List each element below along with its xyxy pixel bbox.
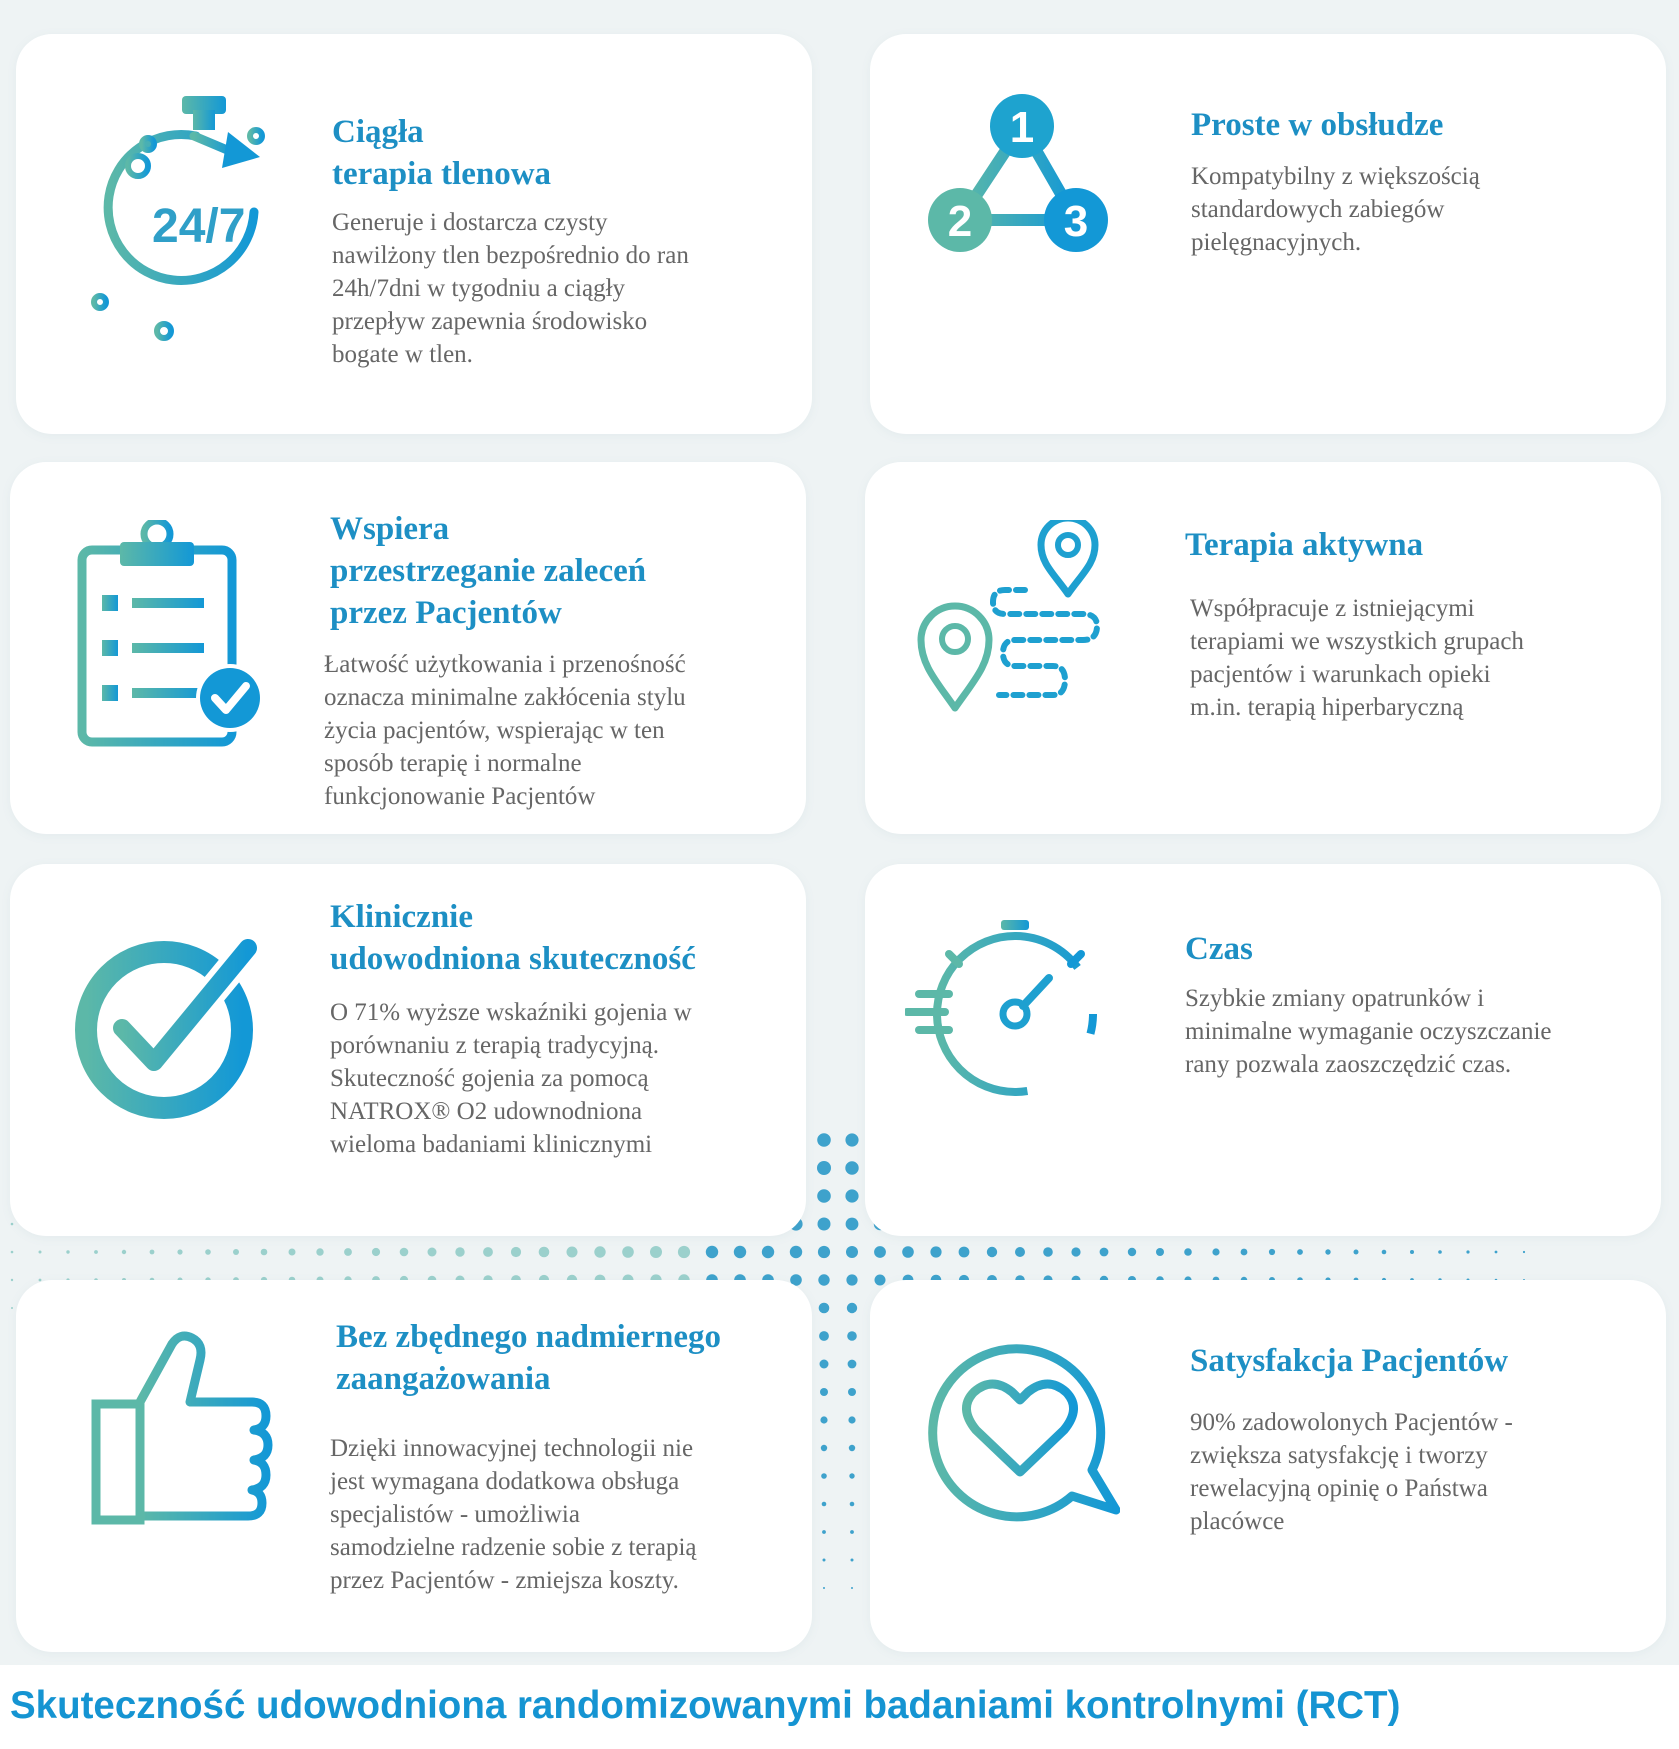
halftone-dot [987, 1247, 997, 1257]
halftone-dot [1523, 1251, 1525, 1253]
halftone-dot [567, 1247, 578, 1258]
halftone-dot [819, 1331, 829, 1341]
halftone-dot [849, 1445, 855, 1451]
halftone-dot [850, 1502, 855, 1507]
halftone-dot [874, 1246, 886, 1258]
card-description: 90% zadowolonych Pacjentów - zwiększa satysfakcję i tworzy rewelacyjną opinię o Państwa placówce [1190, 1409, 1513, 1535]
halftone-dot [930, 1246, 941, 1257]
halftone-dot [822, 1530, 826, 1534]
halftone-dot [1184, 1248, 1192, 1256]
heart-speech-bubble-icon [920, 1334, 1120, 1534]
feature-card-clinical-efficacy [10, 864, 806, 1236]
halftone-dot [539, 1247, 550, 1258]
halftone-dot [1495, 1251, 1498, 1254]
halftone-dot [790, 1246, 802, 1258]
halftone-dot [1466, 1250, 1469, 1253]
footer-headline: Skuteczność udowodniona randomizowanymi badaniami kontrolnymi (RCT) [10, 1684, 1401, 1727]
halftone-dot [122, 1250, 126, 1254]
halftone-dot [150, 1250, 155, 1255]
card-title: Proste w obsłudze [1191, 107, 1444, 143]
feature-card-no-extra-involvement [16, 1280, 812, 1652]
halftone-dot [820, 1416, 827, 1423]
halftone-dot [1410, 1250, 1414, 1254]
halftone-dot [233, 1249, 239, 1255]
card-title: Bez zbędnego nadmiernego zaangażowania [336, 1319, 721, 1397]
halftone-dot [762, 1246, 774, 1258]
card-title: Satysfakcja Pacjentów [1190, 1343, 1509, 1379]
card-title: Ciągła terapia tlenowa [332, 114, 552, 192]
card-description: Łatwość użytkowania i przenośność oznacza minimalne zakłócenia stylu życia pacjentów, wspierając w ten sposób terapię i normalne funkcjonowanie Pacjentów [324, 651, 686, 810]
halftone-dot [818, 1246, 830, 1258]
halftone-dot [821, 1445, 827, 1451]
feature-card-continuous-therapy [16, 34, 812, 434]
feature-card-active-therapy [865, 462, 1661, 834]
halftone-dot [820, 1360, 829, 1369]
clipboard-checklist-icon [60, 520, 270, 750]
halftone-dot [850, 1530, 854, 1534]
halftone-dot [820, 1388, 828, 1396]
feature-card-patient-compliance [10, 462, 806, 834]
checkmark-circle-icon [70, 924, 270, 1124]
card-title: Klinicznie udowodniona skuteczność [330, 899, 696, 977]
card-title: Wspiera przestrzeganie zaleceń przez Pacjentów [330, 511, 647, 631]
halftone-dot [1354, 1250, 1359, 1255]
halftone-dot [706, 1246, 718, 1258]
halftone-dot [846, 1218, 859, 1231]
halftone-dot [848, 1360, 857, 1369]
halftone-dot [847, 1303, 857, 1313]
halftone-dot [848, 1388, 856, 1396]
halftone-dot [344, 1248, 352, 1256]
halftone-dot [1241, 1249, 1248, 1256]
halftone-dot [1269, 1249, 1275, 1255]
halftone-dot [11, 1279, 13, 1281]
halftone-dot [678, 1246, 690, 1258]
halftone-dot [1297, 1249, 1303, 1255]
halftone-dot [959, 1247, 970, 1258]
halftone-dot [846, 1274, 857, 1285]
halftone-dot [511, 1247, 521, 1257]
halftone-dot [823, 1587, 825, 1589]
halftone-dot [821, 1473, 827, 1479]
card-description: Kompatybilny z większością standardowych zabiegów pielęgnacyjnych. [1191, 163, 1480, 256]
stopwatch-24-7-icon [76, 84, 296, 344]
halftone-dot [177, 1249, 182, 1254]
halftone-dot [594, 1246, 605, 1257]
halftone-dot [1128, 1248, 1136, 1256]
halftone-dot [1071, 1247, 1080, 1256]
halftone-dot [39, 1251, 42, 1254]
halftone-dot [428, 1248, 437, 1257]
halftone-dot [11, 1223, 14, 1226]
halftone-dot [822, 1502, 827, 1507]
halftone-dot [1100, 1248, 1109, 1257]
steps-1-2-3-icon [920, 92, 1120, 262]
halftone-dot [823, 1559, 826, 1562]
halftone-dot [847, 1331, 857, 1341]
card-title: Czas [1185, 931, 1253, 967]
halftone-dot [849, 1473, 854, 1478]
step-number: 3 [1063, 197, 1089, 246]
card-title: Terapia aktywna [1185, 527, 1424, 563]
halftone-dot [455, 1247, 464, 1256]
halftone-dot [845, 1133, 858, 1146]
halftone-dot [845, 1189, 858, 1202]
halftone-dot [846, 1246, 858, 1258]
halftone-dot [66, 1250, 69, 1253]
halftone-dot [818, 1218, 831, 1231]
halftone-dot [400, 1248, 409, 1257]
card-description: Generuje i dostarcza czysty nawilżony tlen bezpośrednio do ran 24h/7dni w tygodniu a ciągły przepływ zapewnia środowisko bogate w tlen. [332, 209, 689, 368]
halftone-dot [1156, 1248, 1164, 1256]
halftone-dot [289, 1249, 296, 1256]
halftone-dot [1382, 1250, 1387, 1255]
halftone-dot [902, 1246, 914, 1258]
stopwatch-24-7-label: 24/7 [152, 200, 246, 253]
halftone-dot [1325, 1249, 1330, 1254]
halftone-dot [818, 1274, 829, 1285]
halftone-dot [261, 1249, 268, 1256]
halftone-dot [875, 1275, 886, 1286]
halftone-dot [205, 1249, 211, 1255]
halftone-dot [851, 1587, 853, 1589]
halftone-dot [819, 1303, 830, 1314]
halftone-dot [734, 1246, 746, 1258]
halftone-dot [1043, 1247, 1053, 1257]
halftone-dot [1015, 1247, 1025, 1257]
route-map-pins-icon [915, 520, 1115, 720]
step-number: 1 [1009, 103, 1035, 152]
halftone-dot [372, 1248, 380, 1256]
card-description: Współpracuje z istniejącymi terapiami we wszystkich grupach pacjentów i warunkach opieki m.in. terapią hiperbaryczną [1190, 595, 1524, 721]
fast-timer-icon [905, 914, 1105, 1114]
thumbs-up-icon [76, 1330, 286, 1530]
halftone-dot [1212, 1248, 1219, 1255]
halftone-dot [817, 1161, 831, 1175]
halftone-dot [622, 1246, 634, 1258]
halftone-dot [817, 1189, 831, 1203]
feature-card-patient-satisfaction [870, 1280, 1666, 1652]
halftone-dot [1438, 1250, 1442, 1254]
halftone-dot [817, 1133, 831, 1147]
card-description: O 71% wyższe wskaźniki gojenia w porównaniu z terapią tradycyjną. Skuteczność gojenia za pomocą NATROX® O2 udownodniona wieloma badaniami klinicznymi [330, 999, 692, 1158]
halftone-dot [848, 1416, 855, 1423]
card-description: Szybkie zmiany opatrunków i minimalne wymaganie oczyszczanie rany pozwala zaoszczędzić czas. [1185, 985, 1552, 1078]
halftone-dot [851, 1559, 854, 1562]
halftone-dot [316, 1248, 323, 1255]
step-number: 2 [947, 197, 973, 246]
halftone-dot [94, 1250, 98, 1254]
halftone-dot [11, 1251, 14, 1254]
halftone-dot [11, 1307, 13, 1309]
halftone-dot [483, 1247, 493, 1257]
feature-card-easy-to-use [870, 34, 1666, 434]
halftone-dot [845, 1161, 858, 1174]
card-description: Dzięki innowacyjnej technologii nie jest wymagana dodatkowa obsługa specjalistów - umożliwia samodzielne radzenie sobie z terapią przez Pacjentów - zmiejsza koszty. [330, 1435, 697, 1594]
feature-card-time [865, 864, 1661, 1236]
halftone-dot [650, 1246, 662, 1258]
